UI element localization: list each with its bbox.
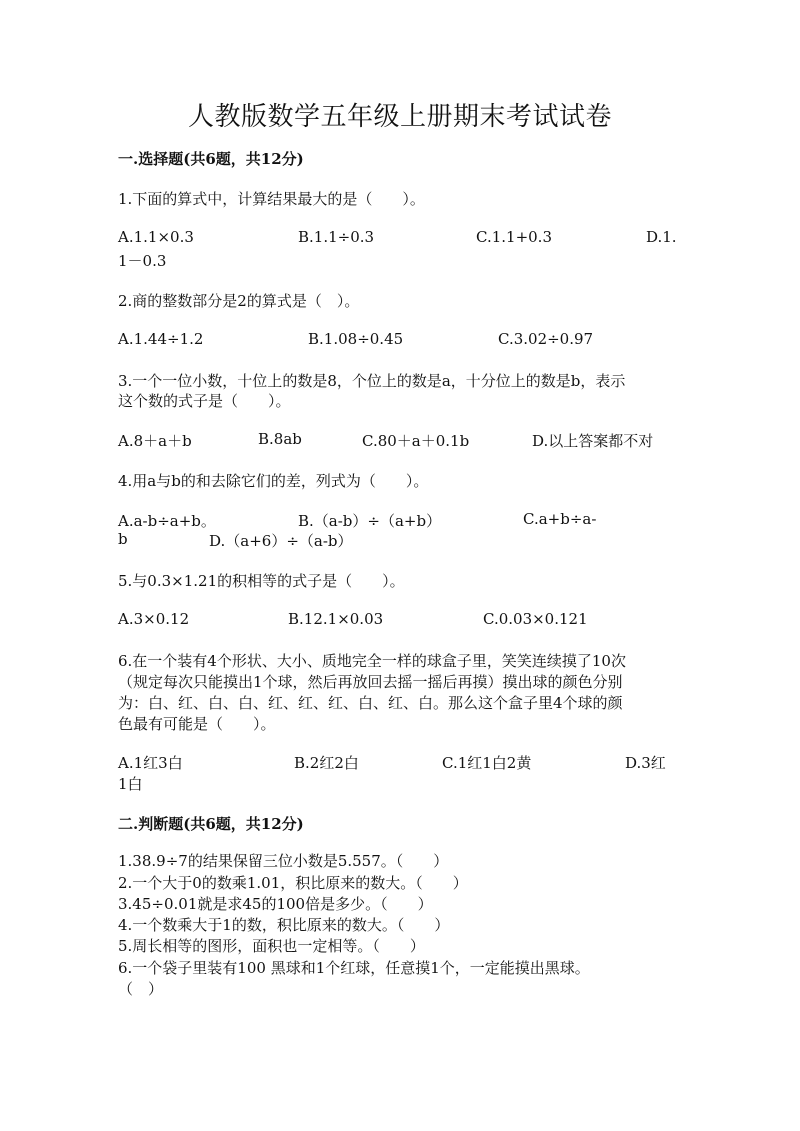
judgement-item-5: 5.周长相等的图形，面积也一定相等。（ ） (118, 937, 425, 955)
question-1-option-b: B.1.1÷0.3 (298, 228, 375, 246)
question-3-option-c: C.80＋a＋0.1b (362, 432, 470, 450)
section-heading-judgement: 二.判断题(共6题，共12分) (118, 815, 304, 833)
question-4-option-c-cont: b (118, 530, 128, 548)
question-3-stem-line1: 3.一个一位小数，十位上的数是8，个位上的数是a，十分位上的数是b，表示 (118, 372, 626, 390)
judgement-item-2: 2.一个大于0的数乘1.01，积比原来的数大。（ ） (118, 874, 468, 892)
question-2-option-c: C.3.02÷0.97 (498, 330, 594, 348)
question-5-option-c: C.0.03×0.121 (483, 610, 588, 628)
judgement-item-1: 1.38.9÷7的结果保留三位小数是5.557。（ ） (118, 852, 449, 870)
question-4-option-b: B.（a-b）÷（a+b） (298, 512, 442, 530)
question-6-option-a: A.1红3白 (118, 754, 183, 772)
question-2-option-a: A.1.44÷1.2 (118, 330, 204, 348)
judgement-item-3: 3.45÷0.01就是求45的100倍是多少。（ ） (118, 895, 433, 913)
question-6-stem-line3: 为：白、红、白、白、红、红、红、白、红、白。那么这个盒子里4个球的颜 (118, 694, 623, 712)
question-2-option-b: B.1.08÷0.45 (308, 330, 404, 348)
question-3-option-b: B.8ab (258, 430, 302, 448)
question-6-stem-line1: 6.在一个装有4个形状、大小、质地完全一样的球盒子里，笑笑连续摸了10次 (118, 652, 626, 670)
question-3-stem-line2: 这个数的式子是（ ）。 (118, 392, 291, 410)
question-6-option-d-cont: 1白 (118, 775, 143, 793)
judgement-item-6-cont: （ ） (118, 980, 164, 998)
question-1-option-d: D.1. (646, 228, 677, 246)
question-1-option-c: C.1.1+0.3 (476, 228, 552, 246)
exam-title: 人教版数学五年级上册期末考试试卷 (187, 102, 612, 132)
question-1-option-d-cont: 1－0.3 (118, 252, 167, 270)
question-6-stem-line4: 色最有可能是（ ）。 (118, 715, 276, 733)
question-4-option-c: C.a+b÷a- (523, 510, 597, 528)
question-5-option-b: B.12.1×0.03 (288, 610, 384, 628)
question-6-option-c: C.1红1白2黄 (442, 754, 532, 772)
question-4-option-d: D.（a+6）÷（a-b） (209, 532, 353, 550)
question-6-option-b: B.2红2白 (294, 754, 359, 772)
question-4-option-a: A.a-b÷a+b。 (118, 512, 216, 530)
question-3-option-d: D.以上答案都不对 (532, 432, 654, 450)
question-6-stem-line2: （规定每次只能摸出1个球，然后再放回去摇一摇后再摸）摸出球的颜色分别 (118, 673, 623, 691)
judgement-item-4: 4.一个数乘大于1的数，积比原来的数大。（ ） (118, 916, 450, 934)
question-3-option-a: A.8＋a＋b (118, 432, 192, 450)
question-6-option-d: D.3红 (625, 754, 666, 772)
question-4-stem: 4.用a与b的和去除它们的差，列式为（ ）。 (118, 472, 429, 490)
question-2-stem: 2.商的整数部分是2的算式是（ ）。 (118, 292, 360, 310)
question-1-option-a: A.1.1×0.3 (118, 228, 194, 246)
question-5-stem: 5.与0.3×1.21的积相等的式子是（ ）。 (118, 572, 405, 590)
question-1-stem: 1.下面的算式中，计算结果最大的是（ ）。 (118, 190, 425, 208)
question-5-option-a: A.3×0.12 (118, 610, 190, 628)
judgement-item-6: 6.一个袋子里装有100 黑球和1个红球，任意摸1个，一定能摸出黑球。 (118, 959, 590, 977)
section-heading-choice: 一.选择题(共6题，共12分) (118, 150, 304, 168)
